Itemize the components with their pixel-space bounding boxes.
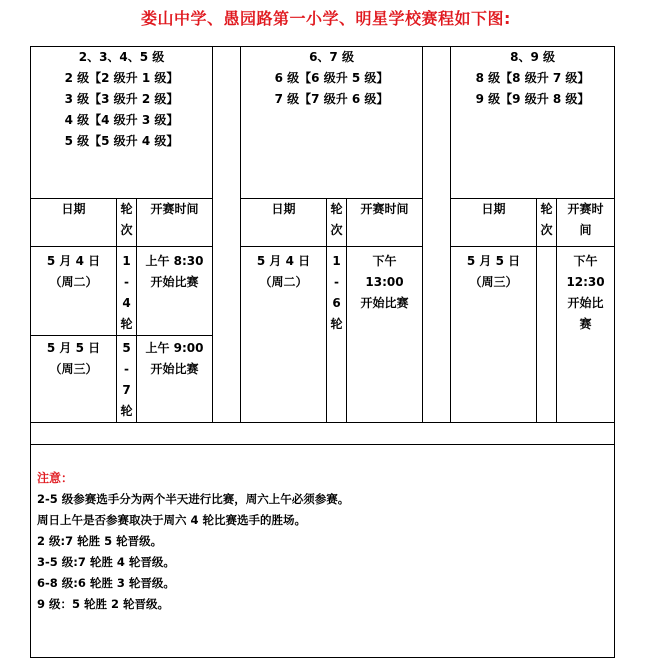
session-time: 下午 12:30 开始比 赛 [557,247,615,423]
column-gap [213,47,241,423]
notes-section [31,445,615,658]
note-line: 3-5 级:7 轮胜 4 轮晋级。 [37,555,175,569]
session-round: 5 - 7 轮 [117,336,137,423]
group-heading: 2、3、4、5 级 [78,50,165,64]
level-line: 5 级【5 级升 4 级】 [64,134,179,148]
session-round [537,247,557,423]
col-header-time: 开赛时间 [347,199,423,247]
note-line: 周日上午是否参赛取决于周六 4 轮比赛选手的胜场。 [37,513,307,527]
page-title: 娄山中学、愚园路第一小学、明星学校赛程如下图: [141,9,511,28]
note-line: 2 级:7 轮胜 5 轮晋级。 [37,534,163,548]
level-line: 7 级【7 级升 6 级】 [274,92,389,106]
session-round: 1 - 4 轮 [117,247,137,336]
note-line: 6-8 级:6 轮胜 3 轮晋级。 [37,576,175,590]
col-header-round: 轮 次 [537,199,557,247]
col-header-time: 开赛时间 [137,199,213,247]
col-header-date: 日期 [31,199,117,247]
session-date: 5 月 4 日 （周二） [241,247,327,423]
session-time: 上午 8:30 开始比赛 [137,247,213,336]
group-heading: 6、7 级 [309,50,354,64]
session-date: 5 月 5 日 （周三） [31,336,117,423]
col-header-round: 轮 次 [117,199,137,247]
notes-title: 注意： [37,471,74,485]
level-line: 6 级【6 级升 5 级】 [274,71,389,85]
group-header-6-7 [241,47,423,199]
group-heading: 8、9 级 [510,50,555,64]
session-round: 1 - 6 轮 [327,247,347,423]
col-header-round: 轮 次 [327,199,347,247]
group-header-8-9 [451,47,615,199]
session-date: 5 月 5 日 （周三） [451,247,537,423]
group-header-2-5 [31,47,213,199]
note-line: 9 级：5 轮胜 2 轮晋级。 [37,597,170,611]
col-header-date: 日期 [451,199,537,247]
schedule-table [30,46,615,658]
session-time: 上午 9:00 开始比赛 [137,336,213,423]
level-line: 2 级【2 级升 1 级】 [64,71,179,85]
session-date: 5 月 4 日 （周二） [31,247,117,336]
level-line: 8 级【8 级升 7 级】 [475,71,590,85]
col-header-time: 开赛时 间 [557,199,615,247]
note-line: 2-5 级参赛选手分为两个半天进行比赛，周六上午必须参赛。 [37,492,350,506]
level-line: 4 级【4 级升 3 级】 [64,113,179,127]
col-header-date: 日期 [241,199,327,247]
level-line: 3 级【3 级升 2 级】 [64,92,179,106]
session-time: 下午 13:00 开始比赛 [347,247,423,423]
column-gap [423,47,451,423]
spacer-row [31,423,615,445]
level-line: 9 级【9 级升 8 级】 [475,92,590,106]
